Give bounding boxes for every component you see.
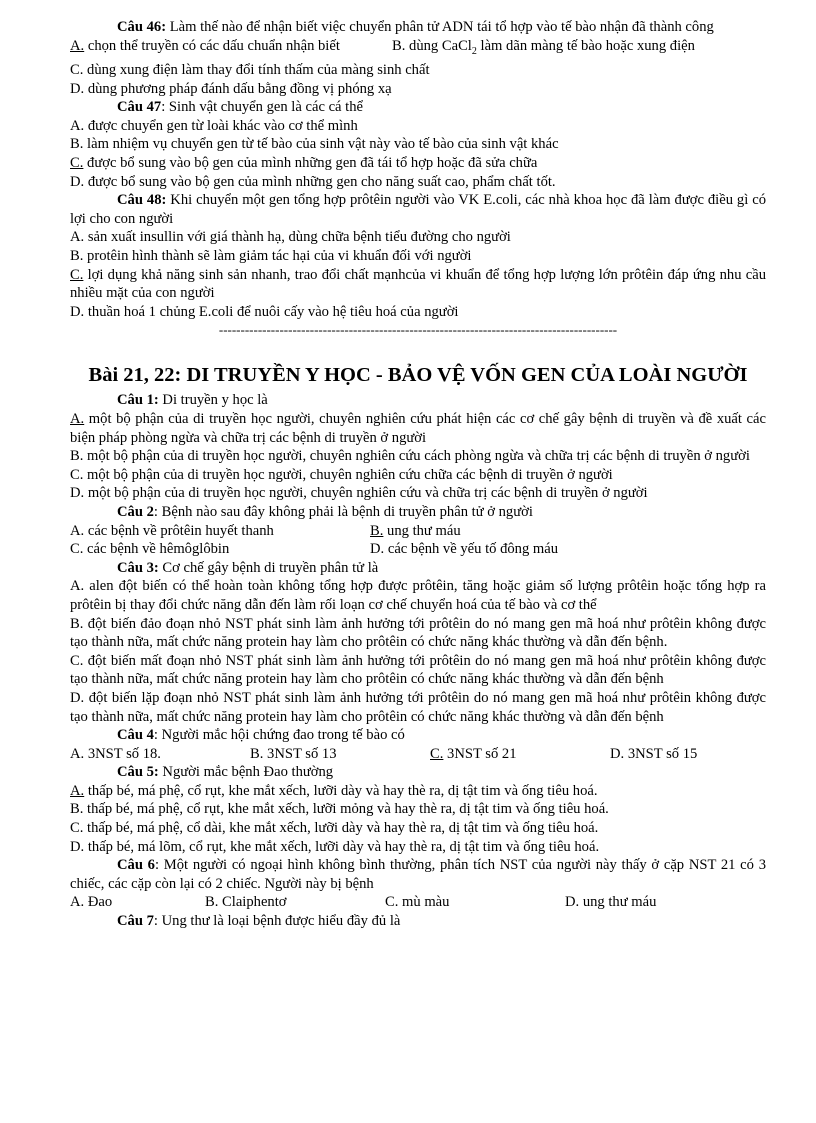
option-b: B. ung thư máu bbox=[370, 522, 461, 539]
option-c: C. một bộ phận của di truyền học người, chuyên nghiên cứu chữa các bệnh di truyền ở người bbox=[70, 466, 613, 483]
option-d: D. một bộ phận của di truyền học người, chuyên nghiên cứu và chữa trị các bệnh di truyền ở người bbox=[70, 485, 648, 502]
option-c: C. được bổ sung vào bộ gen của mình những gen đã tái tổ hợp hoặc đã sửa chữa bbox=[70, 155, 538, 172]
question-4 bbox=[70, 726, 766, 745]
option-b: B. đột biến đảo đoạn nhỏ NST phát sinh làm ảnh hưởng tới prôtêin do nó mang gen mã hoá như prôtêin không được tạo thành nữa, mất chức năng protein hay làm cho prôtêin có chức năng khác thường và dẫn đến bệnh. bbox=[70, 615, 766, 651]
answer-key: C. bbox=[70, 155, 84, 172]
c2-options-cd bbox=[70, 540, 766, 559]
option-a: A. được chuyển gen từ loài khác vào cơ thể mình bbox=[70, 117, 358, 134]
option-c: C. lợi dụng khả năng sinh sản nhanh, trao đổi chất mạnhcủa vi khuẩn để tổng hợp lượng lớn prôtêin đáp ứng nhu cầu nhiều mặt của con người bbox=[70, 266, 766, 302]
section-separator: -------------------------------------------------------------------------------------------- bbox=[218, 323, 618, 338]
option-b: B. 3NST số 13 bbox=[250, 745, 337, 762]
option-c: C. các bệnh về hêmôglôbin bbox=[70, 541, 230, 558]
question-46 bbox=[70, 18, 766, 37]
question-text: : Một người có ngoại hình không bình thường, phân tích NST của người này thấy ở cặp NST 21 có 3 chiếc, các cặp còn lại có 2 chiếc. Người này bị bệnh bbox=[70, 857, 766, 892]
option-d: D. 3NST số 15 bbox=[610, 745, 698, 762]
question-text: : Sinh vật chuyển gen là các cá thể bbox=[161, 99, 364, 116]
answer-key: C. bbox=[70, 266, 84, 283]
option-b: B. protêin hình thành sẽ làm giảm tác hại của vi khuẩn đối với người bbox=[70, 248, 472, 265]
option-a: A. thấp bé, má phệ, cổ rụt, khe mắt xếch, lưỡi dày và hay thè ra, dị tật tim và ống tiêu hoá. bbox=[70, 782, 598, 799]
question-label: Câu 48: bbox=[117, 192, 167, 209]
option-c: C. 3NST số 21 bbox=[430, 745, 517, 762]
question-label: Câu 2 bbox=[117, 503, 154, 520]
question-3 bbox=[70, 559, 766, 578]
option-c: C. đột biến mất đoạn nhỏ NST phát sinh làm ảnh hưởng tới prôtêin do nó mang gen mã hoá như prôtêin không được tạo thành nữa, mất chức năng protein hay làm cho prôtêin có chức năng khác thường và dẫn đến bệnh bbox=[70, 652, 766, 688]
question-2 bbox=[70, 503, 766, 522]
question-text: Làm thế nào để nhận biết việc chuyển phân tử ADN tái tổ hợp vào tế bào nhận đã thành công bbox=[166, 19, 714, 35]
question-47 bbox=[70, 98, 766, 117]
question-text: Cơ chế gây bệnh di truyền phân tử là bbox=[158, 559, 379, 576]
question-1 bbox=[70, 391, 766, 410]
question-label: Câu 3: bbox=[117, 559, 159, 576]
question-text: : Người mắc hội chứng đao trong tế bào có bbox=[153, 727, 405, 744]
option-b: B. dùng CaCl$_2$ làm dãn màng tế bào hoặc xung điện bbox=[392, 37, 695, 57]
question-label: Câu 6 bbox=[117, 857, 155, 874]
question-text: : Bệnh nào sau đây không phải là bệnh di truyền phân tử ở người bbox=[153, 503, 533, 520]
option-a: A. 3NST số 18. bbox=[70, 745, 161, 762]
answer-key: A. bbox=[70, 37, 85, 54]
question-label: Câu 47 bbox=[117, 99, 162, 116]
option-a: A. sản xuất insullin với giá thành hạ, dùng chữa bệnh tiểu đường cho người bbox=[70, 229, 511, 246]
question-text: : Ung thư là loại bệnh được hiểu đầy đủ là bbox=[153, 913, 401, 930]
option-d: D. các bệnh về yếu tố đông máu bbox=[370, 541, 559, 558]
option-b: B. làm nhiệm vụ chuyển gen từ tế bào của sinh vật này vào tế bào của sinh vật khác bbox=[70, 136, 559, 153]
option-c: C. thấp bé, má phệ, cổ dài, khe mắt xếch, lưỡi dày và hay thè ra, dị tật tim và ống tiêu hoá. bbox=[70, 820, 599, 837]
option-c: C. dùng xung điện làm thay đổi tính thấm của màng sinh chất bbox=[70, 62, 430, 79]
question-text: Khi chuyển một gen tổng hợp prôtêin người vào VK E.coli, các nhà khoa học đã làm được điều gì có lợi cho con người bbox=[70, 192, 767, 227]
question-label: Câu 7 bbox=[117, 913, 154, 930]
c6-options bbox=[70, 893, 766, 912]
option-b: B. thấp bé, má phệ, cổ rụt, khe mắt xếch, lưỡi mỏng và hay thè ra, dị tật tim và ống tiêu hoá. bbox=[70, 801, 609, 818]
question-text: Di truyền y học là bbox=[158, 392, 268, 409]
option-a: A. Đao bbox=[70, 894, 113, 911]
option-d: D. dùng phương pháp đánh dấu bằng đồng vị phóng xạ bbox=[70, 80, 392, 97]
question-48 bbox=[70, 191, 766, 228]
option-a: A. alen đột biến có thể hoàn toàn không tổng hợp được prôtêin, tăng hoặc giảm số lượng prôtêin hoặc tổng hợp ra prôtêin bị thay đổi chức năng dẫn đến làm rối loạn cơ chế chuyển hoá của tế bào và cơ thể bbox=[70, 578, 766, 613]
question-5 bbox=[70, 763, 766, 782]
answer-key: B. bbox=[370, 522, 384, 539]
option-b: B. một bộ phận của di truyền học người, chuyên nghiên cứu cách phòng ngừa và chữa trị các bệnh di truyền ở người bbox=[70, 448, 750, 465]
c2-options-ab bbox=[70, 522, 766, 541]
question-7 bbox=[70, 912, 766, 931]
option-c: C. mù màu bbox=[385, 894, 450, 911]
answer-key: C. bbox=[430, 745, 444, 762]
q46-options-ab bbox=[70, 37, 766, 62]
option-d: D. thuần hoá 1 chủng E.coli để nuôi cấy vào hệ tiêu hoá của người bbox=[70, 303, 459, 320]
option-a: A. các bệnh về prôtêin huyết thanh bbox=[70, 522, 274, 539]
option-d: D. đột biến lặp đoạn nhỏ NST phát sinh làm ảnh hưởng tới prôtêin do nó mang gen mã hoá như prôtêin không được tạo thành nữa, mất chức năng protein hay làm cho prôtêin có chức năng khác thường và dẫn đến bệnh bbox=[70, 689, 766, 725]
option-a: A. một bộ phận của di truyền học người, chuyên nghiên cứu phát hiện các cơ chế gây bệnh di truyền và đề xuất các biện pháp phòng ngừa và chữa trị các bệnh di truyền ở người bbox=[70, 411, 766, 446]
option-a: A. chọn thể truyền có các dấu chuẩn nhận biết bbox=[70, 37, 340, 54]
option-d: D. được bổ sung vào bộ gen của mình những gen cho năng suất cao, phẩm chất tốt. bbox=[70, 173, 556, 190]
answer-key: A. bbox=[70, 411, 85, 427]
section-title: Bài 21, 22: DI TRUYỀN Y HỌC - BẢO VỆ VỐN GEN CỦA LOÀI NGƯỜI bbox=[88, 364, 748, 387]
question-text: Người mắc bệnh Đao thường bbox=[158, 764, 334, 781]
question-label: Câu 1: bbox=[117, 392, 159, 409]
answer-key: A. bbox=[70, 782, 85, 799]
question-label: Câu 4 bbox=[117, 727, 154, 744]
document-page bbox=[70, 18, 766, 931]
c4-options bbox=[70, 745, 766, 764]
question-label: Câu 46: bbox=[117, 19, 167, 35]
option-d: D. thấp bé, má lõm, cổ rụt, khe mắt xếch, lưỡi dày và hay thè ra, dị tật tim và ống tiêu hoá. bbox=[70, 838, 600, 855]
question-label: Câu 5: bbox=[117, 764, 159, 781]
option-b: B. Claiphentơ bbox=[205, 894, 287, 911]
option-d: D. ung thư máu bbox=[565, 894, 657, 911]
question-6 bbox=[70, 856, 766, 893]
